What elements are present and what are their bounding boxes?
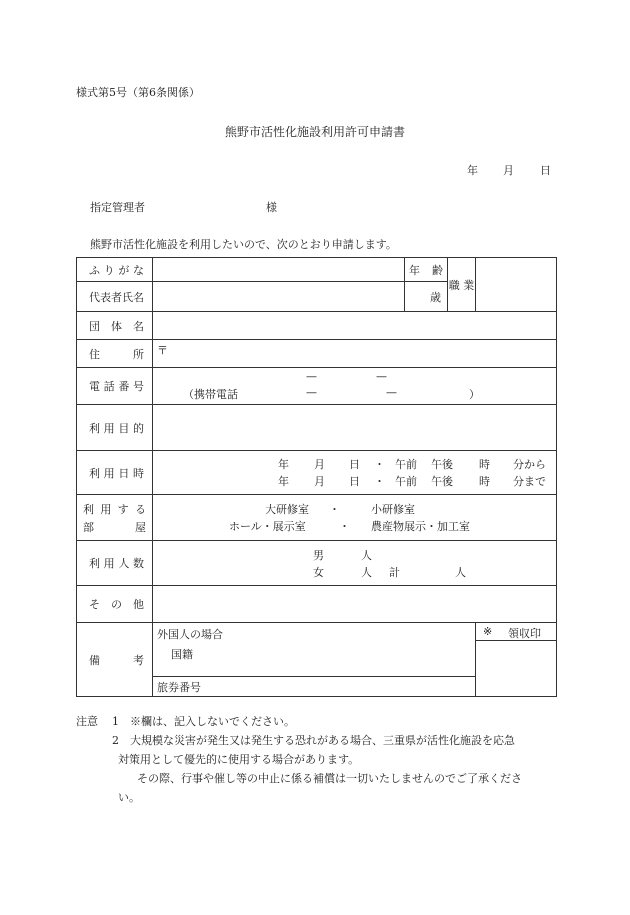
room-field[interactable] [153,495,557,541]
attendance-field[interactable] [153,541,557,586]
date-day-label: 日 [540,164,551,177]
female-label: 女 [313,566,324,579]
representative-name-field[interactable] [153,282,405,312]
receipt-label: 領収印 [508,627,541,640]
from-am: 午前 [395,458,417,471]
datetime-label: 利 用 日 時 [77,451,153,495]
furigana-label: ふ り が な [77,258,153,282]
notes-heading: 注意 [76,715,98,728]
to-month: 月 [314,475,325,488]
to-day: 日 [349,475,360,488]
room-bullet-2: ・ [339,520,350,533]
foreigner-label: 外国人の場合 [157,628,223,641]
postal-mark: 〒 [157,344,168,357]
total-unit: 人 [455,566,466,579]
note-1-number: 1 [112,715,119,728]
date-year-label: 年 [467,164,478,177]
room-small-training[interactable]: 小研修室 [371,503,415,516]
address-field[interactable] [153,340,557,368]
application-form-table [76,257,557,697]
note-2-number: 2 [112,734,119,747]
room-produce[interactable]: 農産物展示・加工室 [371,520,470,533]
phone-dash-1: — [306,370,317,383]
other-field[interactable] [153,586,557,623]
note-2-line-4: い。 [118,791,140,804]
mobile-close-paren: ） [469,388,480,401]
note-2-line-1: 大規模な災害が発生又は発生する恐れがある場合、三重県が活性化施設を応急 [130,734,515,747]
to-year: 年 [278,475,289,488]
receipt-stamp-header [476,623,556,641]
foreigner-field[interactable] [153,623,476,677]
receipt-mark: ※ [483,625,493,638]
address-label: 住 所 [77,340,153,368]
note-2-line-3: その際、行事や催し等の中止に係る補償は一切いたしませんのでご了承くださ [137,772,522,785]
group-name-field[interactable] [153,312,557,340]
occupation-label: 職 業 [448,258,476,312]
room-bullet-1: ・ [329,503,340,516]
note-2-line-2: 対策用として優先的に使用する場合があります。 [118,753,360,766]
other-label: そ の 他 [77,586,153,623]
male-unit: 人 [361,549,372,562]
male-label: 男 [313,549,324,562]
representative-name-label: 代 表 者 氏 名 [77,282,153,312]
phone-label: 電 話 番 号 [77,368,153,405]
addressee-label: 指定管理者 [90,201,145,214]
furigana-field[interactable] [153,258,405,282]
age-field[interactable] [405,282,448,312]
attendance-label: 利 用 人 数 [77,541,153,586]
passport-field[interactable] [153,677,476,697]
age-unit: 歳 [430,290,441,304]
age-label: 年 齢 [405,258,448,282]
intro-text: 熊野市活性化施設を利用したいので、次のとおり申請します。 [90,238,397,251]
from-pm: 午後 [431,458,453,471]
document-title: 熊野市活性化施設利用許可申請書 [224,125,405,139]
from-year: 年 [278,458,289,471]
receipt-stamp-field [476,623,557,697]
date-month-label: 月 [503,164,514,177]
to-bullet: ・ [374,475,385,488]
mobile-dash-2: — [386,386,397,399]
room-hall[interactable]: ホール・展示室 [229,520,306,533]
to-pm: 午後 [431,475,453,488]
passport-label: 旅券番号 [157,680,201,694]
purpose-field[interactable] [153,405,557,451]
to-minute: 分まで [513,475,546,488]
nationality-label: 国籍 [171,648,193,661]
honorific: 様 [266,201,277,214]
remarks-label: 備 考 [77,623,153,697]
datetime-field[interactable] [153,451,557,495]
from-minute: 分から [513,458,546,471]
to-am: 午前 [395,475,417,488]
room-label: 利 用 す る 部 屋 [77,495,153,541]
room-large-training[interactable]: 大研修室 [265,503,309,516]
occupation-field[interactable] [476,258,557,312]
female-unit: 人 [361,566,372,579]
from-hour: 時 [479,458,490,471]
note-1-text: ※欄は、記入しないでください。 [130,715,295,728]
total-label: 計 [389,566,400,579]
mobile-dash-1: — [306,386,317,399]
from-bullet: ・ [374,458,385,471]
from-day: 日 [349,458,360,471]
mobile-label: （携帯電話 [183,388,238,401]
to-hour: 時 [479,475,490,488]
purpose-label: 利 用 目 的 [77,405,153,451]
from-month: 月 [314,458,325,471]
group-name-label: 団 体 名 [77,312,153,340]
phone-field[interactable] [153,368,557,405]
form-number: 様式第5号（第6条関係） [76,86,200,99]
phone-dash-2: — [376,370,387,383]
